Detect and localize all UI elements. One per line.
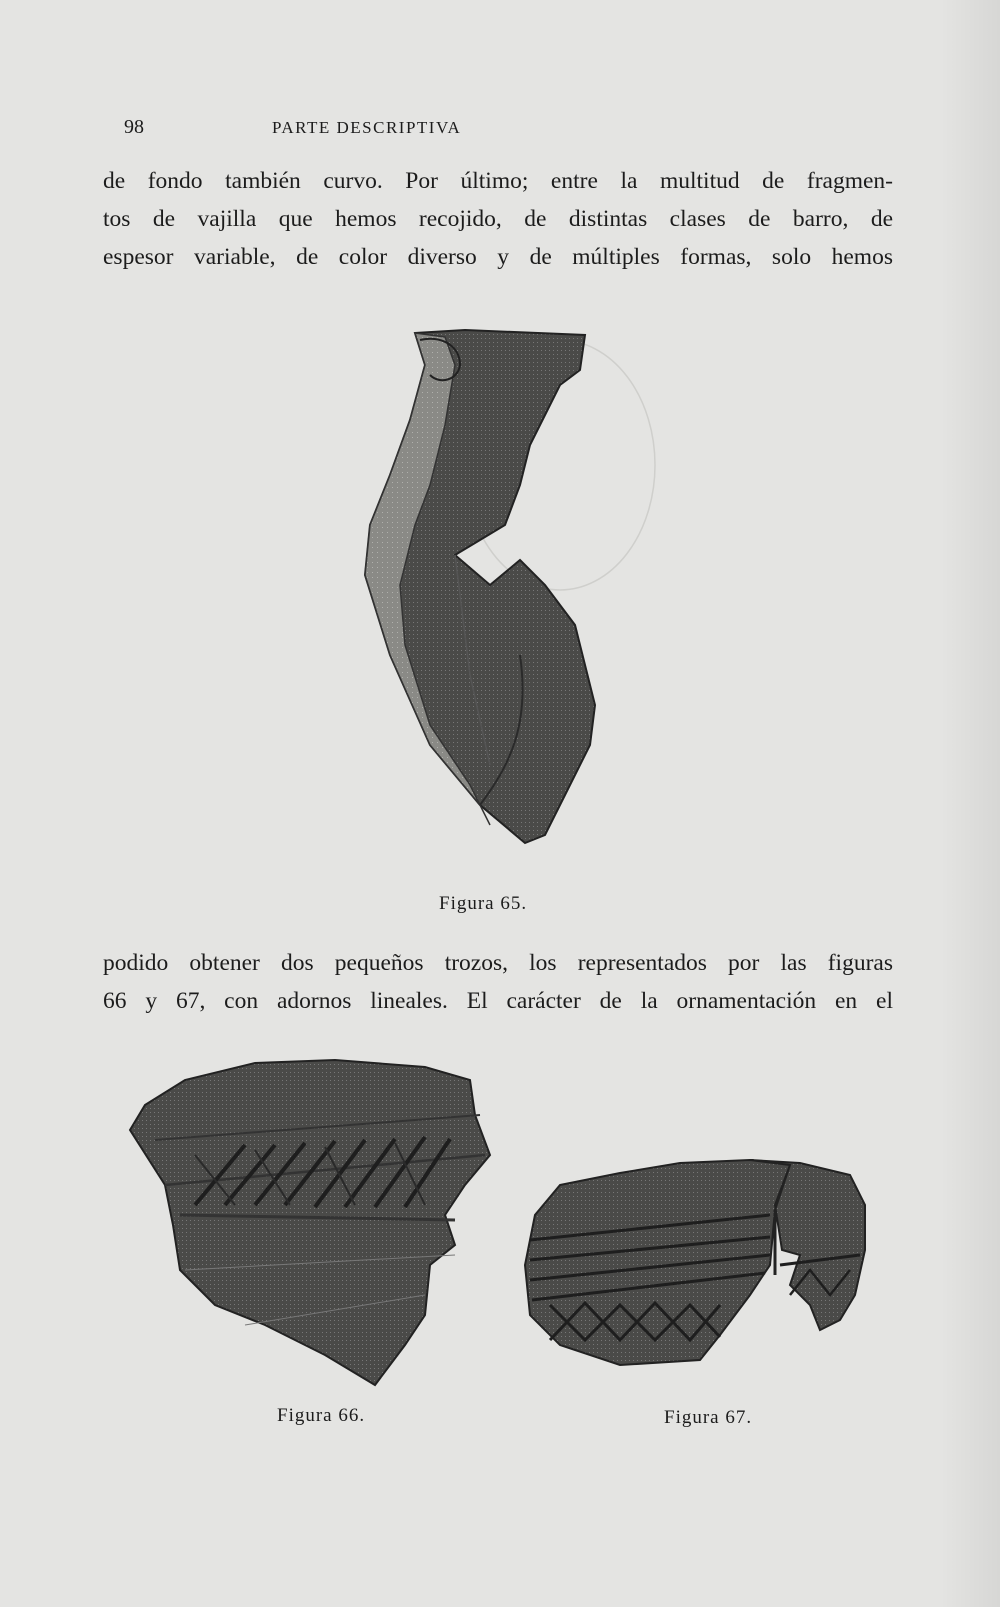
page-edge-shadow — [940, 0, 1000, 1607]
figure-67-illustration — [520, 1155, 875, 1375]
text-line: tos de vajilla que hemos recojido, de distintas clases de barro, de — [103, 206, 893, 232]
figure-66-illustration — [125, 1055, 505, 1385]
page-number: 98 — [124, 116, 144, 138]
text-line: de fondo también curvo. Por último; entre la multitud de fragmen- — [103, 168, 893, 194]
paragraph-top — [103, 162, 893, 276]
text-line: podido obtener dos pequeños trozos, los representados por las figuras — [103, 950, 893, 976]
page-header — [124, 116, 604, 146]
running-title: PARTE DESCRIPTIVA — [272, 118, 462, 137]
figure-65-illustration — [360, 325, 660, 865]
paragraph-bottom — [103, 944, 893, 1020]
figure-65-caption: Figura 65. — [439, 893, 528, 914]
figure-66-caption: Figura 66. — [277, 1405, 366, 1426]
figure-67-caption: Figura 67. — [664, 1407, 753, 1428]
text-line: espesor variable, de color diverso y de múltiples formas, solo hemos — [103, 244, 893, 270]
text-line: 66 y 67, con adornos lineales. El carácter de la ornamentación en el — [103, 988, 893, 1014]
